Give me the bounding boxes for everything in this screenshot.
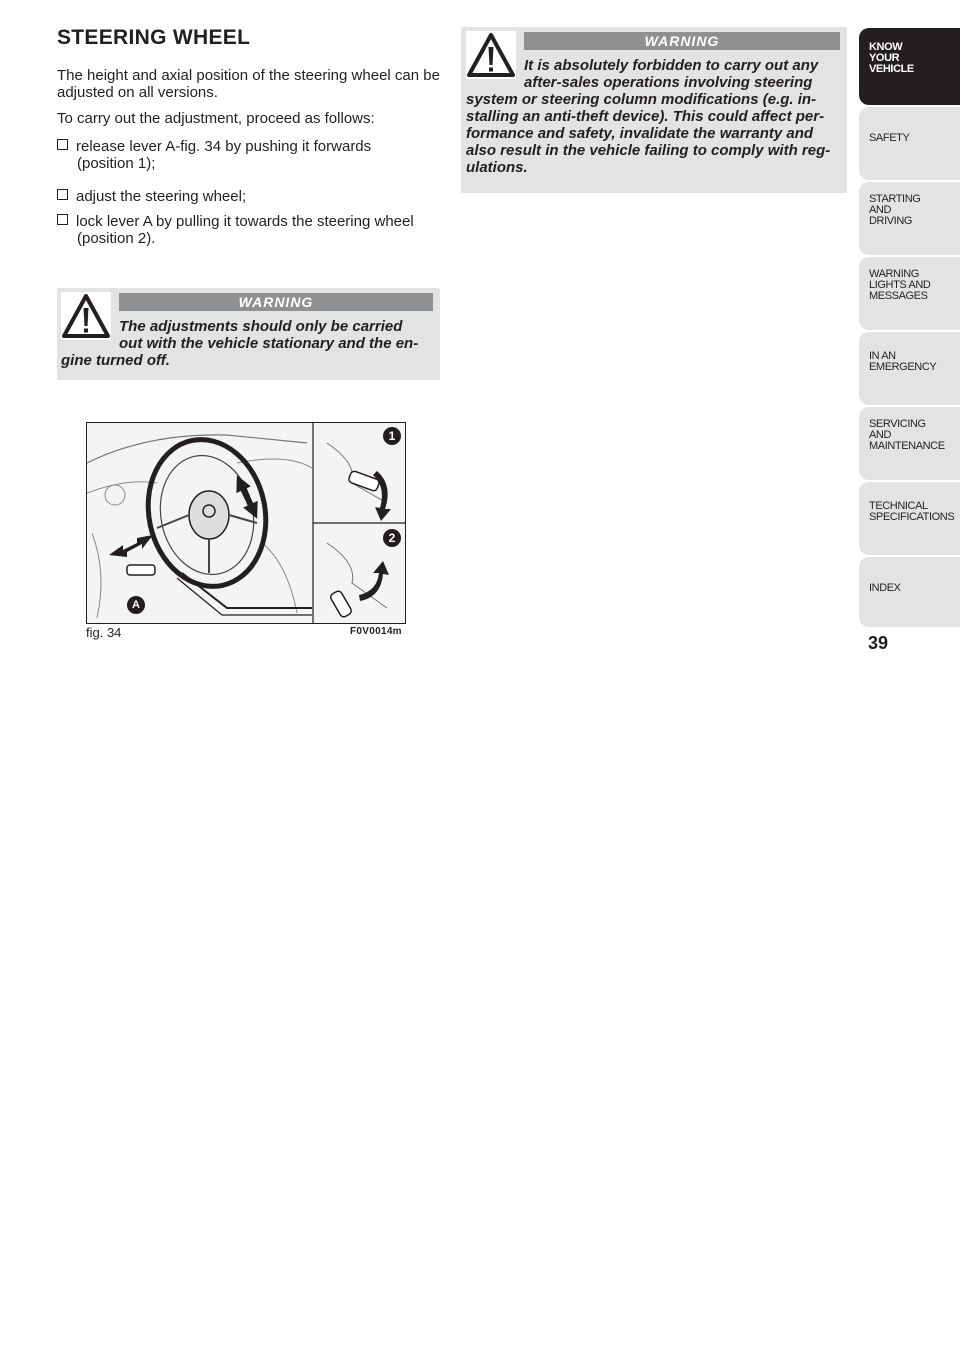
step-text: release lever A-fig. 34 by pushing it forwards (76, 138, 372, 155)
warning-label: WARNING (524, 32, 840, 50)
page-number: 39 (868, 633, 889, 653)
warning-text-line: out with the vehicle stationary and the en- (119, 335, 419, 352)
warning-text-line: gine turned off. (61, 352, 170, 369)
tab-know-your-vehicle[interactable] (859, 28, 960, 105)
tab-label: TECHNICAL (869, 500, 928, 512)
intro-paragraph: The height and axial position of the steering wheel can be adjusted on all versions. (57, 67, 440, 101)
tab-label: SPECIFICATIONS (869, 511, 955, 523)
warning-text-line: after-sales operations involving steering (524, 74, 813, 91)
step-item (57, 213, 440, 247)
tab-label: SAFETY (869, 132, 910, 144)
tab-label: INDEX (869, 582, 901, 594)
warning-triangle-icon (466, 31, 516, 79)
figure-caption: fig. 34 (86, 625, 122, 640)
warning-box-modifications (461, 27, 847, 193)
tab-label: DRIVING (869, 215, 913, 227)
tab-label: VEHICLE (869, 63, 914, 75)
figure-steering-adjustment (86, 422, 406, 624)
warning-text-line: The adjustments should only be carried (119, 318, 403, 335)
tab-label: WARNING (869, 268, 919, 280)
callout-2: 2 (383, 529, 401, 547)
checkbox-bullet-icon (57, 139, 68, 150)
tab-label: SERVICING (869, 418, 926, 430)
tab-label: AND (869, 204, 892, 216)
warning-text-line: system or steering column modifications (e.g. in- (466, 91, 817, 108)
tab-label: AND (869, 429, 892, 441)
warning-label: WARNING (119, 293, 433, 311)
warning-text-line: ulations. (466, 159, 528, 176)
procedure-intro: To carry out the adjustment, proceed as follows: (57, 110, 375, 127)
warning-box-adjustment (57, 288, 440, 380)
step-item (57, 188, 440, 205)
tab-label: YOUR (869, 52, 900, 64)
tab-starting-and-driving[interactable] (859, 182, 960, 255)
tab-label: MESSAGES (869, 290, 928, 302)
callout-a: A (127, 596, 145, 614)
tab-label: IN AN (869, 350, 896, 362)
tab-label: EMERGENCY (869, 361, 937, 373)
tab-servicing-and-maintenance[interactable] (859, 407, 960, 480)
step-text: adjust the steering wheel; (76, 188, 247, 205)
step-text: lock lever A by pulling it towards the steering wheel (76, 213, 414, 230)
warning-triangle-icon (61, 292, 111, 340)
tab-label: MAINTENANCE (869, 440, 945, 452)
tab-technical-specifications[interactable] (859, 482, 960, 555)
section-title: STEERING WHEEL (57, 26, 251, 49)
tab-label: LIGHTS AND (869, 279, 931, 291)
checkbox-bullet-icon (57, 189, 68, 200)
checkbox-bullet-icon (57, 214, 68, 225)
steering-illustration (87, 423, 405, 623)
tab-label: STARTING (869, 193, 921, 205)
step-text-continued: (position 2). (77, 230, 156, 247)
warning-text-line: It is absolutely forbidden to carry out any (524, 57, 819, 74)
tab-in-an-emergency[interactable] (859, 332, 960, 405)
callout-1: 1 (383, 427, 401, 445)
warning-text-line: stalling an anti-theft device). This could affect per- (466, 108, 825, 125)
tab-warning-lights-and-messages[interactable] (859, 257, 960, 330)
warning-text-line: also result in the vehicle failing to comply with reg- (466, 142, 831, 159)
figure-code: F0V0014m (350, 626, 402, 637)
tab-label: KNOW (869, 41, 903, 53)
warning-text-line: formance and safety, invalidate the warranty and (466, 125, 814, 142)
step-text-continued: (position 1); (77, 155, 156, 172)
step-item (57, 138, 440, 172)
tab-index[interactable] (859, 557, 960, 627)
tab-safety[interactable] (859, 107, 960, 180)
